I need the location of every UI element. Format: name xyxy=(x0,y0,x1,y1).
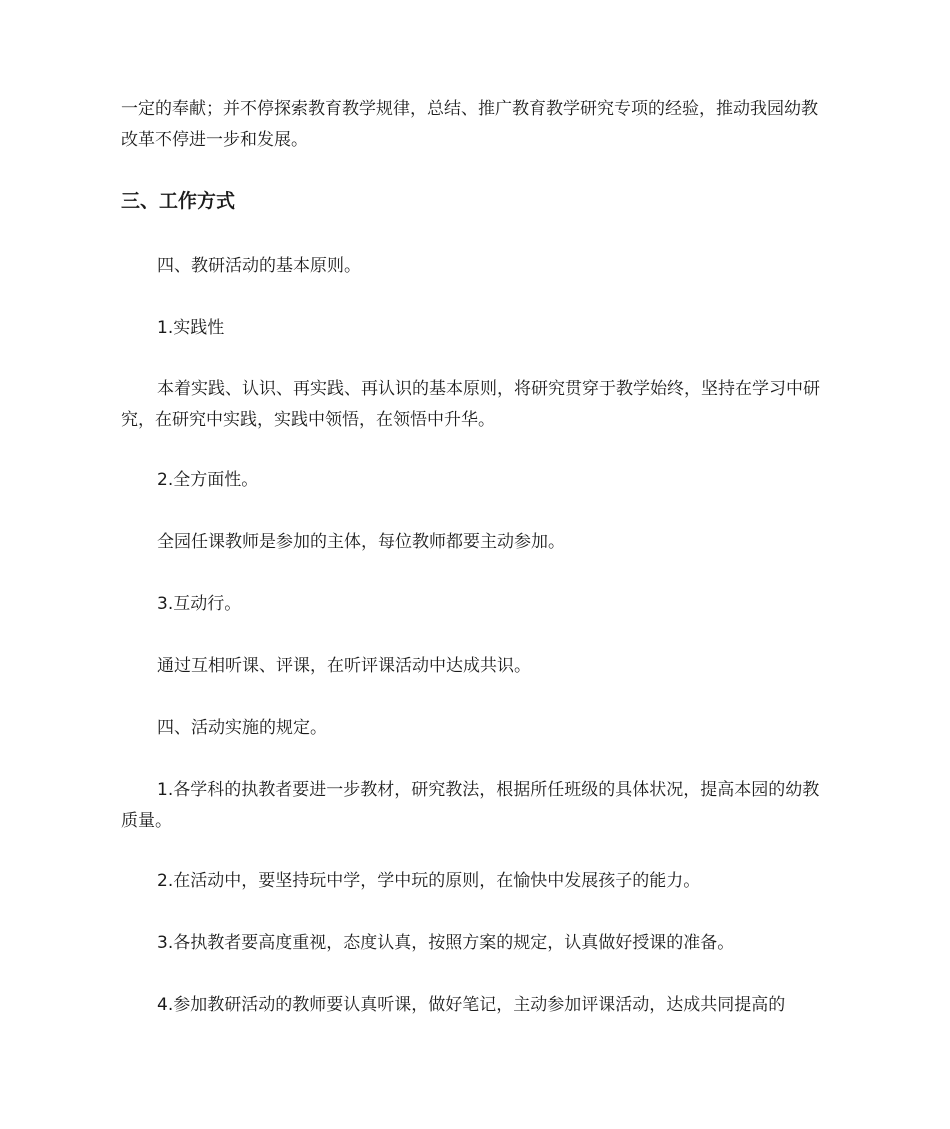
rule-item: 1.各学科的执教者要进一步教材，研究教法，根据所任班级的具体状况，提高本园的幼教质量。 xyxy=(121,780,820,831)
section-heading: 三、工作方式 xyxy=(121,190,236,212)
subsection-title: 四、活动实施的规定。 xyxy=(157,718,327,738)
principle-item-body: 全园任课教师是参加的主体，每位教师都要主动参加。 xyxy=(157,532,565,552)
rule-item: 3.各执教者要高度重视，态度认真，按照方案的规定，认真做好授课的准备。 xyxy=(157,933,735,953)
rule-item: 4.参加教研活动的教师要认真听课，做好笔记，主动参加评课活动，达成共同提高的 xyxy=(157,995,786,1015)
principle-item-body: 通过互相听课、评课，在听评课活动中达成共识。 xyxy=(157,656,531,676)
subsection-title: 四、教研活动的基本原则。 xyxy=(157,256,361,276)
principle-item-body: 本着实践、认识、再实践、再认识的基本原则，将研究贯穿于教学始终，坚持在学习中研究，在研究中实践，实践中领悟，在领悟中升华。 xyxy=(121,379,820,430)
principle-item-title: 3.互动行。 xyxy=(157,594,242,614)
paragraph-continuation: 一定的奉献；并不停探索教育教学规律，总结、推广教育教学研究专项的经验，推动我园幼教改革不停进一步和发展。 xyxy=(121,99,818,150)
rule-item: 2.在活动中，要坚持玩中学，学中玩的原则，在愉快中发展孩子的能力。 xyxy=(157,871,701,891)
principle-item-title: 1.实践性 xyxy=(157,318,225,338)
principle-item-title: 2.全方面性。 xyxy=(157,470,259,490)
